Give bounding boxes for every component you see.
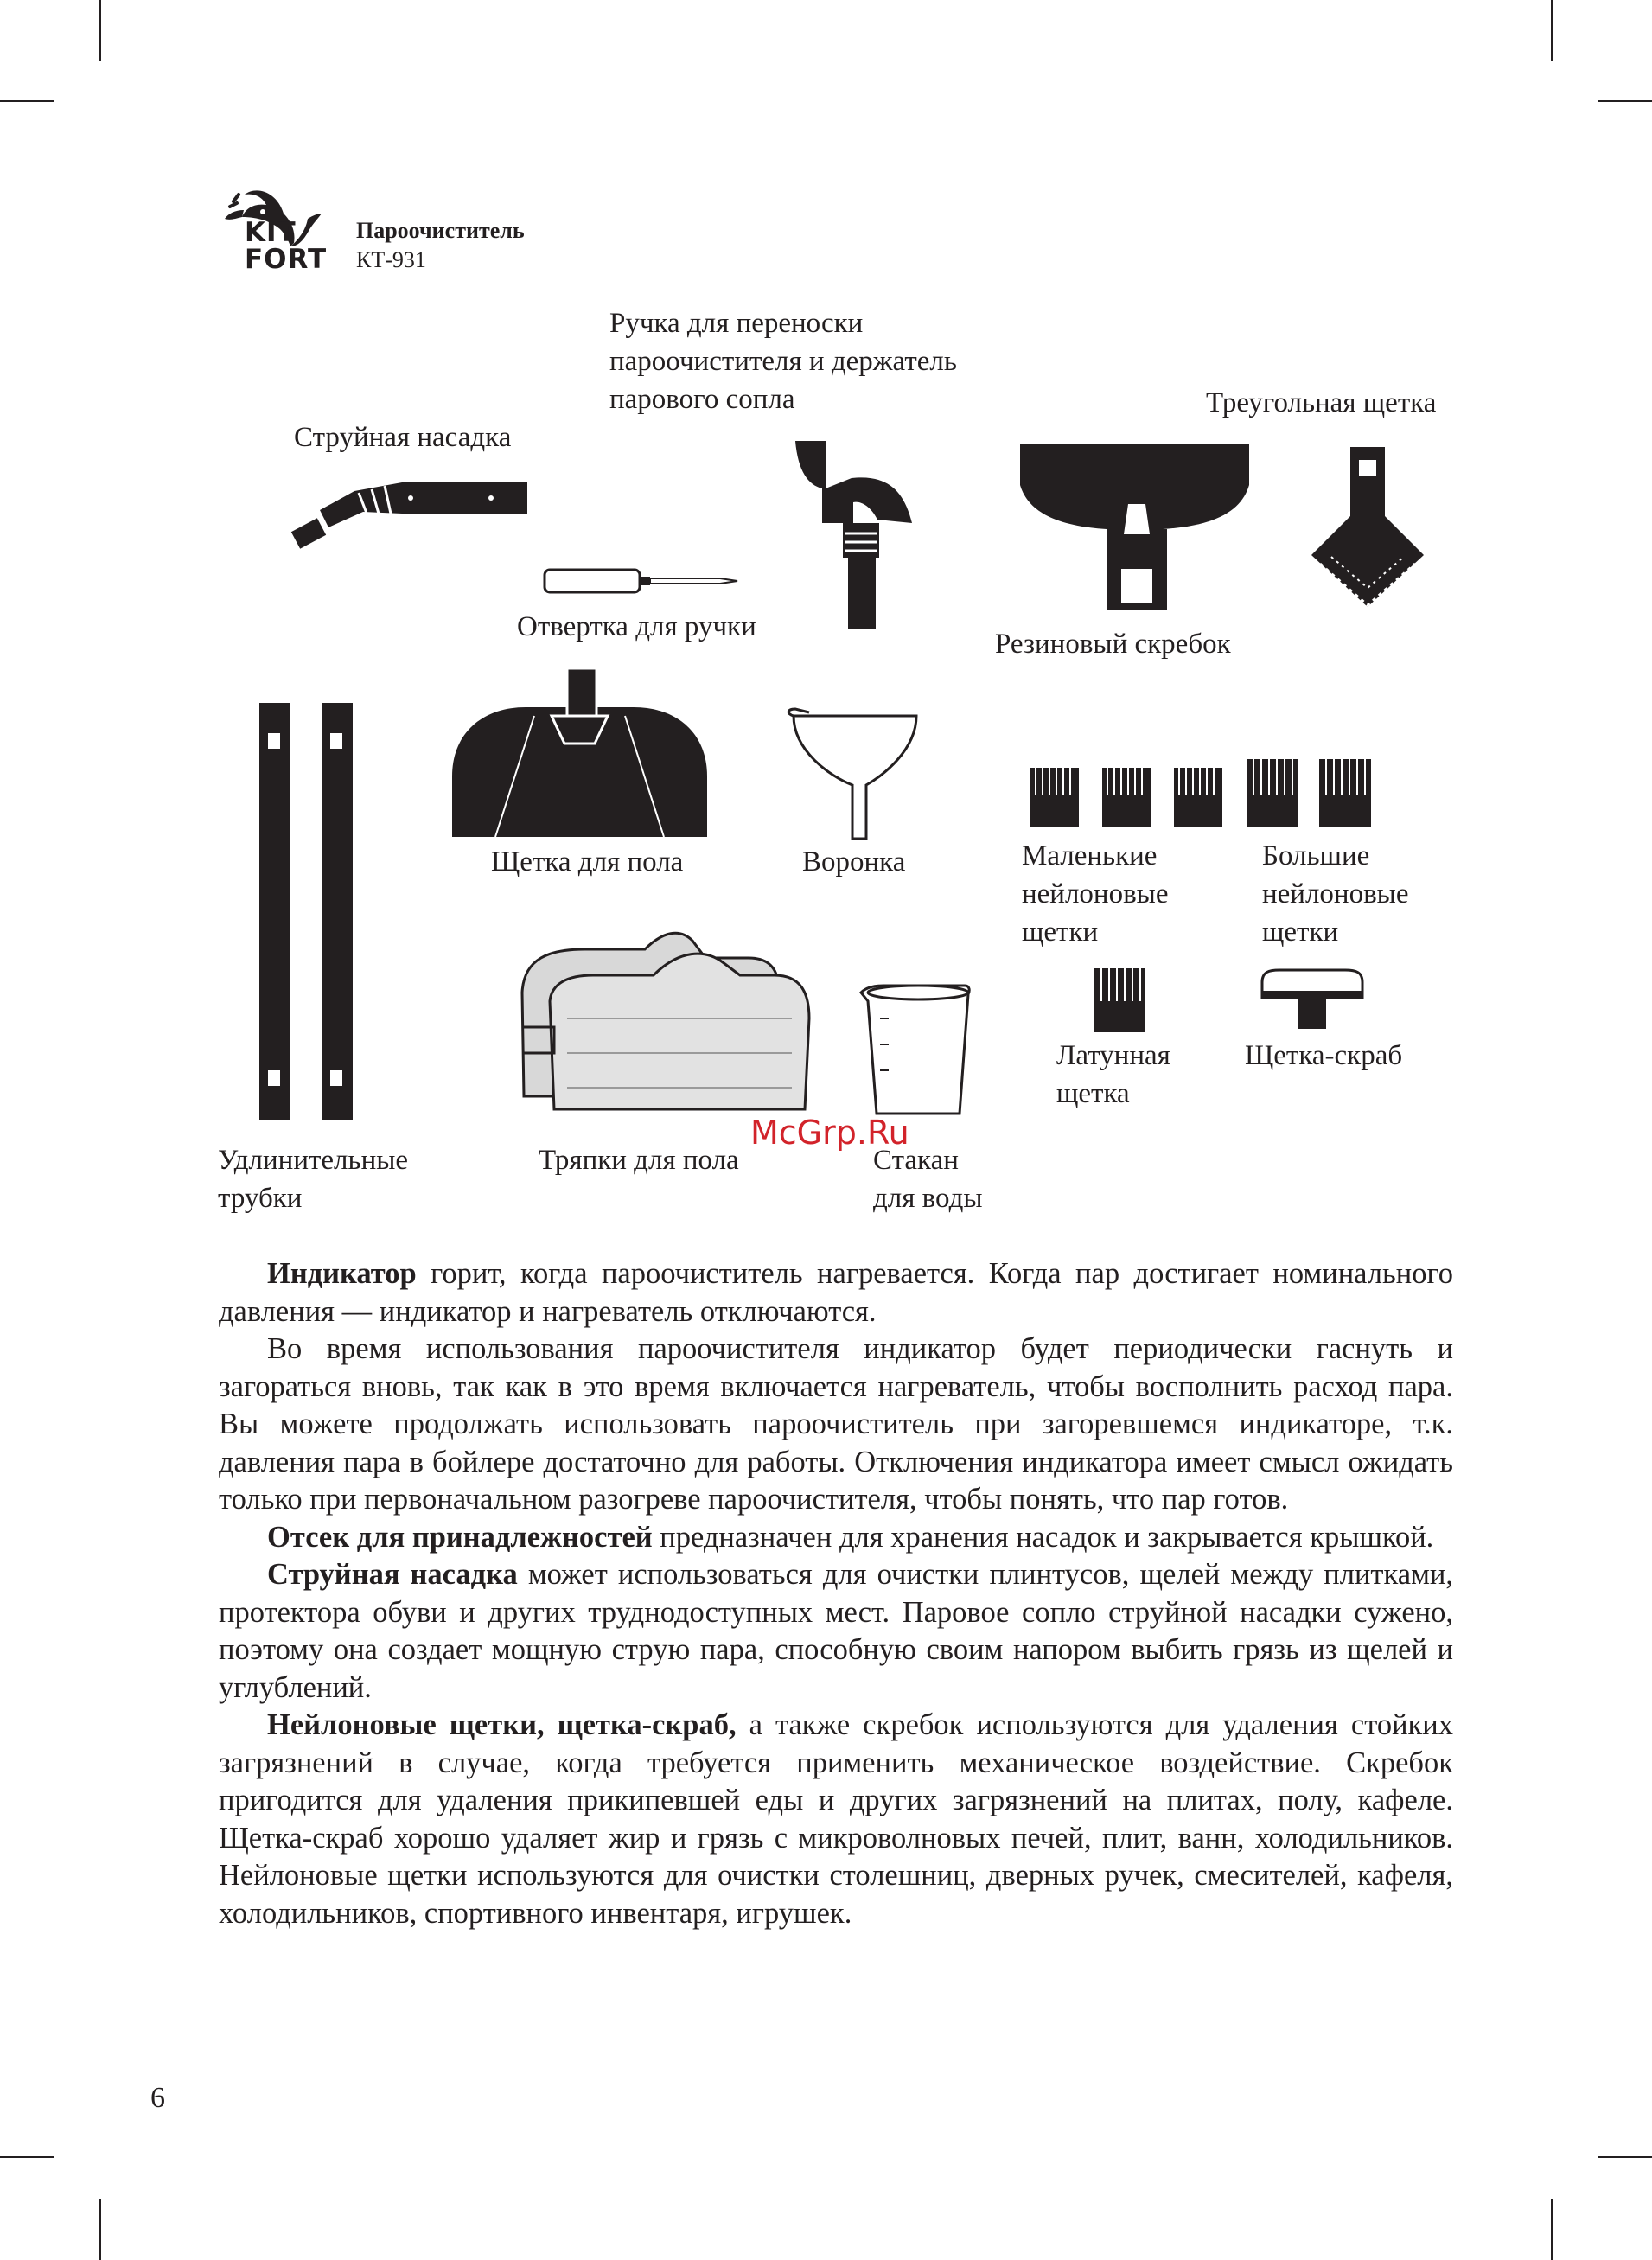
- label-rubber-scraper: Резиновый скребок: [995, 629, 1231, 660]
- label-brass-brush: Латунная щетка: [1056, 1040, 1170, 1109]
- label-floor-brush: Щетка для пола: [491, 846, 684, 878]
- screwdriver-icon: [543, 566, 742, 597]
- label-small-nylon: Маленькие нейлоновые щетки: [1022, 840, 1169, 948]
- label-water-cup: Стакан для воды: [873, 1145, 983, 1214]
- watermark: McGrp.Ru: [750, 1114, 909, 1152]
- scrub-brush-icon: [1260, 967, 1364, 1032]
- crop-mark: [0, 100, 54, 102]
- product-title: Пароочиститель: [356, 218, 525, 243]
- brand-line-1: KIT: [245, 217, 297, 248]
- product-model: КТ-931: [356, 247, 426, 272]
- paragraph: Во время использования пароочистителя индикатор будет периодически гаснуть и загораться вновь, так как в это время включается нагреватель, чтобы восполнить расход пара. Вы можете продолжать использовать пароочиститель при загоревшемся индикаторе, т.к. давления пара в бойлере достаточно для работы. Отключения индикатора имеет смысл ожидать только при первоначальном разогреве пароочистителя, чтобы понять, что пар готов.: [219, 1332, 1453, 1516]
- funnel-icon: [787, 707, 921, 846]
- extension-tubes-icon: [252, 699, 356, 1124]
- triangle-brush-icon: [1307, 443, 1428, 616]
- jet-nozzle-icon: [285, 474, 527, 560]
- label-extension-tubes: Удлинительные трубки: [218, 1145, 409, 1214]
- crop-mark: [0, 2156, 54, 2158]
- water-cup-icon: [858, 984, 974, 1122]
- label-funnel: Воронка: [802, 846, 906, 878]
- floor-cloths-icon: [515, 923, 813, 1118]
- paragraph: Отсек для принадлежностей предназначен для хранения насадок и закрывается крышкой.: [267, 1520, 1434, 1554]
- label-floor-cloths: Тряпки для пола: [539, 1145, 739, 1176]
- brass-brush-icon: [1093, 967, 1146, 1034]
- crop-mark: [99, 2199, 101, 2260]
- body-text: [219, 1255, 1453, 1932]
- crop-mark: [99, 0, 101, 61]
- paragraph: Нейлоновые щетки, щетка-скраб, а также скребок используются для удаления стойких загрязнений в случае, когда требуется применить механическое воздействие. Скребок пригодится для удаления прикипевшей еды и других загрязнений на плитах, полу, кафеле. Щетка-скраб хорошо удаляет жир и грязь с микроволновых печей, плит, ванн, холодильников. Нейлоновые щетки используются для очистки столешниц, дверных ручек, смесителей, кафеля, холодильников, спортивного инвентаря, игрушек.: [219, 1708, 1454, 1930]
- brand-line-2: FORT: [245, 244, 328, 275]
- crop-mark: [1598, 2156, 1652, 2158]
- page-number: 6: [150, 2082, 165, 2114]
- label-triangle-brush: Треугольная щетка: [1206, 387, 1437, 418]
- crop-mark: [1551, 2199, 1553, 2260]
- label-screwdriver: Отвертка для ручки: [517, 611, 756, 642]
- floor-brush-icon: [448, 664, 711, 841]
- small-nylon-brushes-icon: [1029, 766, 1228, 828]
- rubber-scraper-icon: [1016, 439, 1253, 612]
- crop-mark: [1551, 0, 1553, 61]
- paragraph: Струйная насадка может использоваться для очистки плинтусов, щелей между плитками, протектора обуви и других труднодоступных мест. Паровое сопло струйной насадки сужено, поэтому она создает мощную струю пара, способную своим напором выбить грязь из щелей и углублений.: [219, 1558, 1453, 1704]
- paragraph: Индикатор горит, когда пароочиститель нагревается. Когда пар достигает номинального давления — индикатор и нагреватель отключаются.: [219, 1257, 1453, 1328]
- carry-handle-icon: [791, 437, 929, 631]
- label-jet-nozzle: Струйная насадка: [294, 422, 512, 453]
- label-handle: Ручка для переноски пароочистителя и держатель парового сопла: [609, 308, 957, 415]
- label-scrub-brush: Щетка-скраб: [1245, 1040, 1403, 1071]
- label-large-nylon: Большие нейлоновые щетки: [1262, 840, 1409, 948]
- large-nylon-brushes-icon: [1245, 757, 1375, 828]
- crop-mark: [1598, 100, 1652, 102]
